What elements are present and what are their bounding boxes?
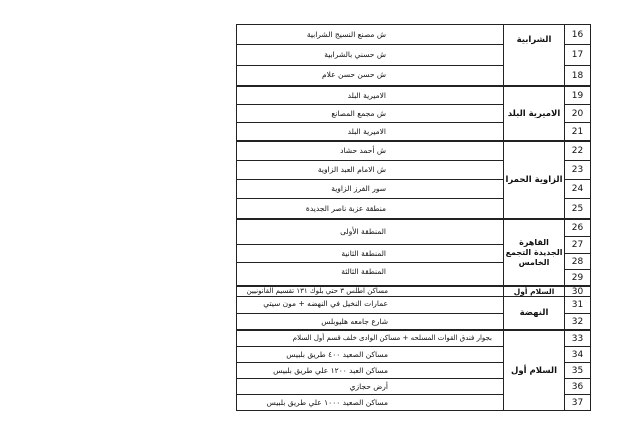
street-name: بجوار فندق القوات المسلحه + مساكن الوادى خلف قسم أول السلام [292,334,492,342]
area-cell [504,25,564,55]
row-line [236,44,504,45]
street-name: مساكن العبد ١٢٠٠ علي طريق بلبيس [273,366,388,375]
street-name: ش مصنع النسيج الشرابية [306,30,386,39]
street-name: مساكن اطلس ٣ حتي بلوك ١٣١ تقسيم القانونيين [246,287,388,295]
row-line [236,198,504,199]
area-cell [504,220,564,285]
street-name: الاميرية البلد [347,127,386,136]
row-number: 37 [571,397,584,408]
area-cell [504,142,564,218]
row-number: 31 [571,300,584,310]
row-number: 35 [571,365,584,376]
area-cell [504,331,564,410]
area-cell [504,287,564,296]
area-name: الاميرية البلد [507,108,561,119]
row-line [236,244,504,245]
street-name: عمارات النخيل في النهضه + مون سيتي [263,299,388,308]
row-number: 23 [571,165,584,175]
row-line [236,65,504,66]
row-line [236,394,504,395]
row-number: 25 [571,203,584,214]
row-line [236,262,504,263]
row-number: 29 [571,272,584,283]
street-name: سور الفرز الزاوية [331,184,386,193]
row-line [236,179,504,180]
row-line [236,346,504,347]
table-border-bottom [236,410,591,411]
row-number: 17 [571,50,584,60]
row-line [236,122,504,123]
row-number: 18 [571,70,584,81]
street-name: المنطقة الثانية [341,249,386,258]
row-number: 27 [571,240,584,250]
street-name: منطقة عزبة ناصر الجديدة [305,204,386,213]
row-number: 20 [571,108,584,119]
row-number: 16 [571,29,584,40]
area-name: القاهرة الجديدة التجمع الخامس [505,237,563,267]
row-line [236,313,504,314]
street-name: المنطقة الثالثة [341,267,386,276]
area-name: النهضة [519,308,549,318]
street-name: شارع جامعه هليوبلس [321,317,388,326]
row-number: 24 [571,184,584,194]
row-number: 34 [571,349,584,360]
row-number: 32 [571,316,584,327]
street-name: الاميرية البلد [347,91,386,100]
street-name: ش الامام العبد الزاوية [317,165,386,174]
area-name: الزاوية الحمرا [505,175,563,185]
area-cell [504,297,564,329]
row-number: 19 [571,90,584,101]
row-line [236,104,504,105]
street-name: ش حسن حسن علام [322,70,386,79]
street-name: أرض حجازي [349,382,388,391]
area-name: الشرابية [516,35,552,45]
area-name: السلام أول [513,286,555,296]
row-number: 28 [571,256,584,267]
street-name: المنطقة الأولى [340,227,386,236]
row-number: 33 [571,333,584,344]
row-number: 21 [571,126,584,137]
area-name: السلام أول [511,365,557,376]
street-name: ش حسني بالشرابية [324,50,386,59]
area-cell [504,87,564,140]
row-line [236,378,504,379]
street-name: ش مجمع المصانع [331,109,386,118]
street-name: مساكن الصعيد ١٠٠٠ علي طريق بلبيس [266,398,388,407]
row-number: 22 [571,146,584,156]
row-number: 30 [571,286,584,297]
street-name: ش أحمد حشاد [340,146,386,155]
row-number: 26 [571,223,584,233]
street-name: مساكن الصعيد ٤٠٠ طريق بلبيس [286,350,388,359]
row-number: 36 [571,381,584,392]
row-line [236,160,504,161]
row-line [236,362,504,363]
